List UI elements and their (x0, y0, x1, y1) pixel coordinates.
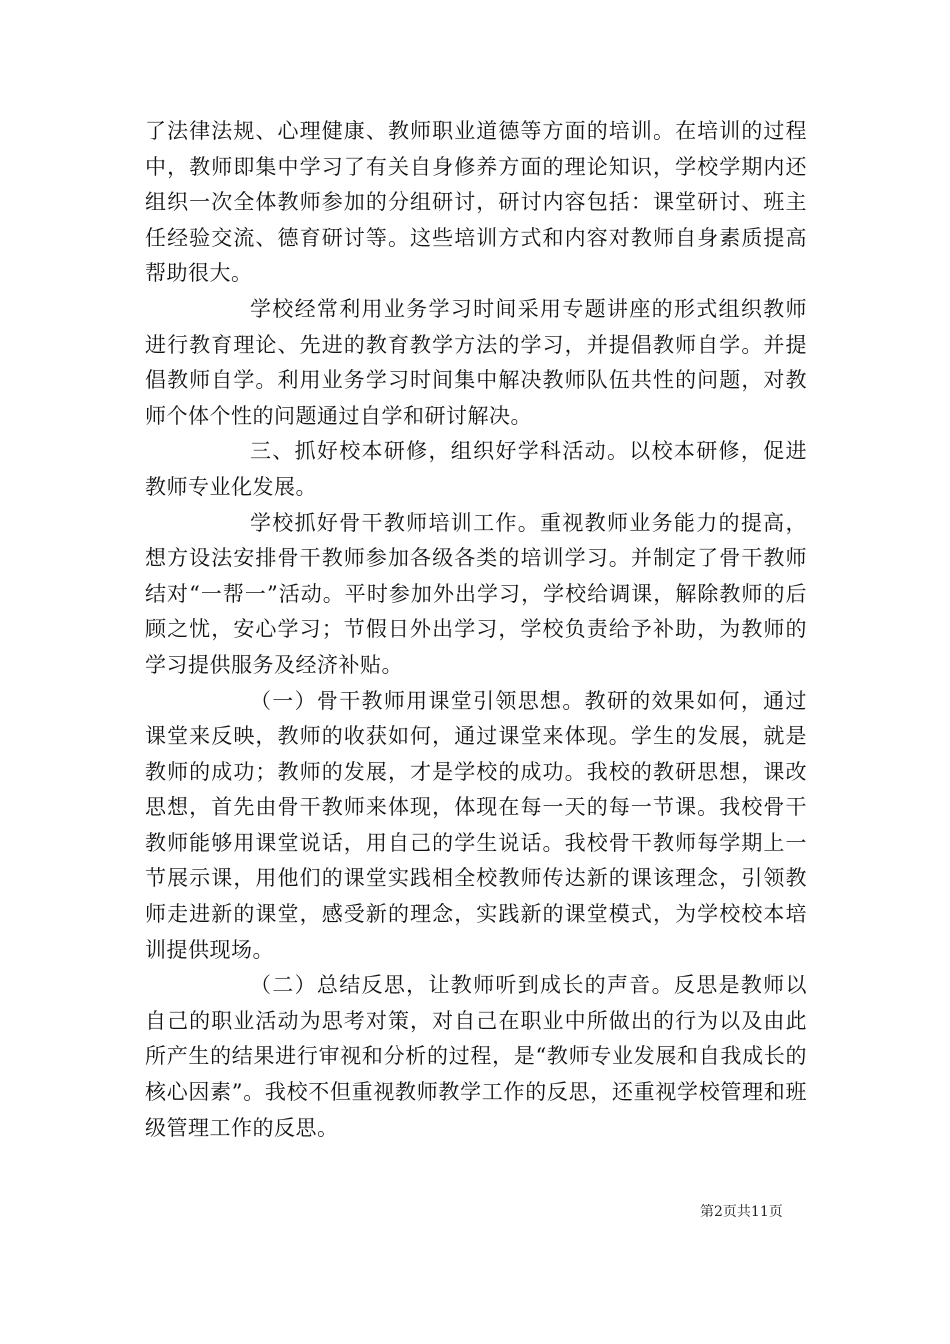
document-body (145, 114, 807, 1146)
page-number-footer: 第2页共11页 (700, 1204, 783, 1220)
paragraph-4: 学校抓好骨干教师培训工作。重视教师业务能力的提高，想方设法安排骨干教师参加各级各类的培训学习。并制定了骨干教师结对“一帮一”活动。平时参加外出学习，学校给调课，解除教师的后顾之忧，安心学习；节假日外出学习，学校负责给予补助，为教师的学习提供服务及经济补贴。 (145, 510, 807, 677)
paragraph-1: 了法律法规、心理健康、教师职业道德等方面的培训。在培训的过程中，教师即集中学习了有关自身修养方面的理论知识，学校学期内还组织一次全体教师参加的分组研讨，研讨内容包括：课堂研讨、班主任经验交流、德育研讨等。这些培训方式和内容对教师自身素质提高帮助很大。 (145, 119, 807, 286)
paragraph-5: （一）骨干教师用课堂引领思想。教研的效果如何，通过课堂来反映，教师的收获如何，通过课堂来体现。学生的发展，就是教师的成功；教师的发展，才是学校的成功。我校的教研思想，课改思想，首先由骨干教师来体现，体现在每一天的每一节课。我校骨干教师能够用课堂说话，用自己的学生说话。我校骨干教师每学期上一节展示课，用他们的课堂实践相全校教师传达新的课该理念，引领教师走进新的课堂，感受新的理念，实践新的课堂模式，为学校校本培训提供现场。 (145, 688, 807, 962)
paragraph-2: 学校经常利用业务学习时间采用专题讲座的形式组织教师进行教育理论、先进的教育教学方法的学习，并提倡教师自学。并提倡教师自学。利用业务学习时间集中解决教师队伍共性的问题，对教师个体个性的问题通过自学和研讨解决。 (145, 296, 807, 428)
paragraph-3-heading: 三、抓好校本研修，组织好学科活动。以校本研修，促进教师专业化发展。 (145, 439, 807, 499)
paragraph-6: （二）总结反思，让教师听到成长的声音。反思是教师以自己的职业活动为思考对策，对自己在职业中所做出的行为以及由此所产生的结果进行审视和分析的过程，是“教师专业发展和自我成长的核心因素”。我校不但重视教师教学工作的反思，还重视学校管理和班级管理工作的反思。 (145, 973, 807, 1140)
